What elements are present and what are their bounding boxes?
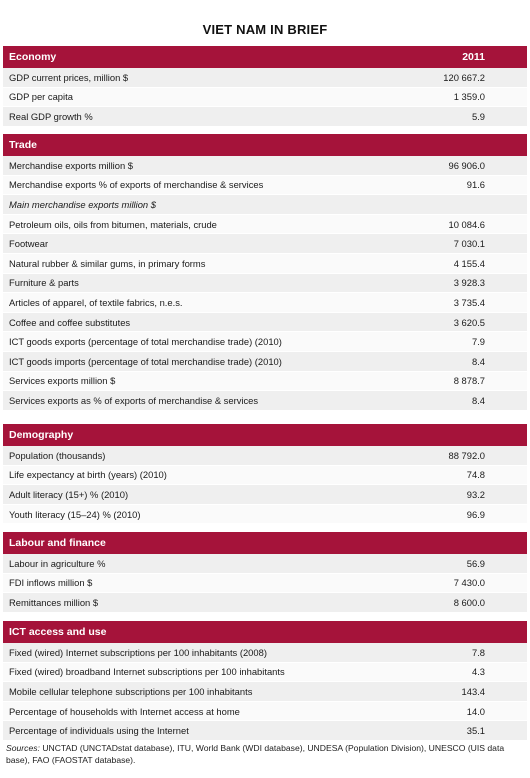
table-row (3, 372, 527, 392)
section-header (3, 532, 527, 554)
row-value: 8 600.0 (453, 596, 485, 608)
row-value: 7.8 (471, 646, 485, 658)
row-label: Petroleum oils, oils from bitumen, materials, crude (9, 218, 217, 230)
row-label: Merchandise exports % of exports of merchandise & services (9, 179, 264, 191)
table-row (3, 466, 527, 486)
table-row (3, 505, 527, 525)
section-title: Economy (9, 51, 57, 63)
row-value: 3 735.4 (453, 296, 485, 308)
row-label: Percentage of individuals using the Internet (9, 725, 189, 737)
row-label: Natural rubber & similar gums, in primary forms (9, 257, 206, 269)
row-label: Real GDP growth % (9, 110, 93, 122)
table-subheading-row (3, 195, 527, 215)
row-label: Youth literacy (15–24) % (2010) (9, 508, 141, 520)
row-label: Footwear (9, 238, 49, 250)
table-row (3, 88, 527, 108)
row-label: Population (thousands) (9, 449, 106, 461)
row-label: Merchandise exports million $ (9, 159, 134, 171)
section-title: ICT access and use (9, 626, 107, 638)
row-value: 88 792.0 (448, 449, 485, 461)
row-value: 93.2 (466, 488, 485, 500)
table-row (3, 156, 527, 176)
table-row (3, 574, 527, 594)
row-value: 7 030.1 (453, 238, 485, 250)
row-value: 14.0 (466, 705, 485, 717)
table-row (3, 446, 527, 466)
row-label: Adult literacy (15+) % (2010) (9, 488, 129, 500)
row-value: 4 155.4 (453, 257, 485, 269)
row-value: 8.4 (471, 355, 485, 367)
table-row (3, 215, 527, 235)
row-label: FDI inflows million $ (9, 577, 93, 589)
table-row (3, 721, 527, 741)
row-value: 96.9 (466, 508, 485, 520)
table-row (3, 702, 527, 722)
row-value: 8.4 (471, 394, 485, 406)
sources-note (6, 742, 526, 766)
row-label: Life expectancy at birth (years) (2010) (9, 469, 167, 481)
section-header (3, 46, 527, 68)
table-row (3, 293, 527, 313)
section-year: 2011 (462, 51, 485, 63)
section-header (3, 621, 527, 643)
row-label: GDP per capita (9, 91, 73, 103)
table-row (3, 554, 527, 574)
section-labour-finance (3, 532, 527, 613)
row-value: 7 430.0 (453, 577, 485, 589)
row-label: Labour in agriculture % (9, 557, 106, 569)
row-value: 7.9 (471, 336, 485, 348)
row-label: Remittances million $ (9, 596, 99, 608)
section-title: Trade (9, 139, 38, 151)
table-row (3, 254, 527, 274)
row-value: 10 084.6 (448, 218, 485, 230)
table-row (3, 352, 527, 372)
table-row (3, 234, 527, 254)
table-row (3, 313, 527, 333)
row-value: 4.3 (471, 666, 485, 678)
table-row (3, 176, 527, 196)
row-label: Furniture & parts (9, 277, 79, 289)
table-row (3, 332, 527, 352)
table-row (3, 643, 527, 663)
table-row (3, 682, 527, 702)
row-value: 8 878.7 (453, 375, 485, 387)
section-title: Demography (9, 429, 74, 441)
section-ict-access (3, 621, 527, 741)
row-label: Services exports as % of exports of merchandise & services (9, 394, 259, 406)
section-economy (3, 46, 527, 127)
row-value: 56.9 (466, 557, 485, 569)
section-demography (3, 424, 527, 524)
row-value: 3 928.3 (453, 277, 485, 289)
section-header (3, 424, 527, 446)
row-value: 74.8 (466, 469, 485, 481)
table-row (3, 391, 527, 411)
row-label: ICT goods exports (percentage of total merchandise trade) (2010) (9, 336, 282, 348)
row-value: 35.1 (466, 725, 485, 737)
row-label: Fixed (wired) broadband Internet subscriptions per 100 inhabitants (9, 666, 285, 678)
row-value: 5.9 (471, 110, 485, 122)
row-label: Fixed (wired) Internet subscriptions per 100 inhabitants (2008) (9, 646, 267, 658)
row-value: 120 667.2 (443, 71, 485, 83)
row-value: 3 620.5 (453, 316, 485, 328)
row-label: Mobile cellular telephone subscriptions per 100 inhabitants (9, 685, 253, 697)
row-value: 91.6 (466, 179, 485, 191)
row-label: Coffee and coffee substitutes (9, 316, 131, 328)
row-label: Percentage of households with Internet access at home (9, 705, 240, 717)
row-label: Main merchandise exports million $ (9, 198, 156, 210)
section-header (3, 134, 527, 156)
table-row (3, 68, 527, 88)
table-row (3, 274, 527, 294)
row-value: 143.4 (461, 685, 485, 697)
table-row (3, 107, 527, 127)
section-title: Labour and finance (9, 537, 106, 549)
row-value: 96 906.0 (448, 159, 485, 171)
sources-text: UNCTAD (UNCTADstat database), ITU, World Bank (WDI database), UNDESA (Population Division), UNESCO (UIS data base), FAO (FAOSTAT database). (6, 743, 505, 765)
page-title: VIET NAM IN BRIEF (202, 22, 328, 37)
row-value: 1 359.0 (453, 91, 485, 103)
row-label: GDP current prices, million $ (9, 71, 129, 83)
table-row (3, 593, 527, 613)
table-row (3, 485, 527, 505)
table-row (3, 663, 527, 683)
row-label: Services exports million $ (9, 375, 116, 387)
row-label: ICT goods imports (percentage of total merchandise trade) (2010) (9, 355, 282, 367)
section-trade (3, 134, 527, 411)
row-label: Articles of apparel, of textile fabrics, n.e.s. (9, 296, 183, 308)
sources-label: Sources: (6, 743, 40, 753)
